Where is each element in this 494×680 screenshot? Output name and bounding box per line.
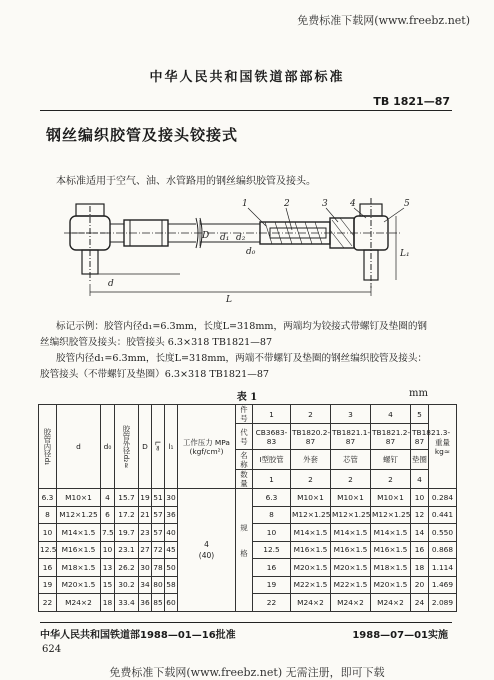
cell-c1: 6.3 xyxy=(253,489,291,507)
dim-d: d xyxy=(108,279,114,289)
part-no-3: 3 xyxy=(331,405,371,424)
cell-pressure xyxy=(178,489,236,612)
hdr-work-pressure: 工作压力 MPa (kgf/cm²) xyxy=(178,405,236,489)
spec-table xyxy=(38,404,457,612)
approval-text: 中华人民共和国铁道部1988—01—16批准 xyxy=(40,630,236,641)
cell-d2: 17.2 xyxy=(115,506,139,524)
cell-c1: 10 xyxy=(253,524,291,542)
cell-L: 72 xyxy=(152,541,165,559)
cell-c1: 8 xyxy=(253,506,291,524)
cell-c4: M10×1 xyxy=(371,489,411,507)
cell-d0: 7.5 xyxy=(101,524,115,542)
part-no-4: 4 xyxy=(371,405,411,424)
callout-5: 5 xyxy=(404,199,410,209)
cell-L: 85 xyxy=(152,594,165,612)
code-5: TB1821.3-87 xyxy=(411,424,429,450)
name-2: 外套 xyxy=(291,450,331,470)
cell-d: M12×1.25 xyxy=(57,506,101,524)
cell-L: 57 xyxy=(152,524,165,542)
dim-L1: L₁ xyxy=(400,249,410,259)
cell-c3: M12×1.25 xyxy=(331,506,371,524)
cell-D: 30 xyxy=(139,559,152,577)
table-row xyxy=(39,489,457,507)
assembly-drawing xyxy=(60,196,460,316)
cell-d0: 10 xyxy=(101,541,115,559)
cell-c3: M10×1 xyxy=(331,489,371,507)
cell-d2: 26.2 xyxy=(115,559,139,577)
cell-c5: 24 xyxy=(411,594,429,612)
hdr-D: D xyxy=(139,405,152,489)
cell-spec-label: 规格 xyxy=(236,489,253,612)
cell-D: 27 xyxy=(139,541,152,559)
cell-c4: M20×1.5 xyxy=(371,576,411,594)
cell-d1: 16 xyxy=(39,559,57,577)
hdr-code: 代号 xyxy=(236,424,253,450)
cell-c2: M20×1.5 xyxy=(291,559,331,577)
cell-d: M14×1.5 xyxy=(57,524,101,542)
hdr-weight: 重量 kg≈ xyxy=(429,405,457,489)
cell-c3: M24×2 xyxy=(331,594,371,612)
hdr-qty: 数量 xyxy=(236,470,253,489)
cell-c5: 10 xyxy=(411,489,429,507)
cell-d: M18×1.5 xyxy=(57,559,101,577)
standard-number: TB 1821—87 xyxy=(373,95,450,108)
cell-c5: 14 xyxy=(411,524,429,542)
cell-c2: M14×1.5 xyxy=(291,524,331,542)
cell-c1: 19 xyxy=(253,576,291,594)
cell-c3: M22×1.5 xyxy=(331,576,371,594)
dim-d0: d₀ xyxy=(246,247,256,257)
cell-d0: 6 xyxy=(101,506,115,524)
cell-c4: M18×1.5 xyxy=(371,559,411,577)
cell-l1: 40 xyxy=(165,524,178,542)
cell-L: 51 xyxy=(152,489,165,507)
code-2: TB1820.2-87 xyxy=(291,424,331,450)
site-header: 免费标准下载网(www.freebz.net) xyxy=(297,14,470,27)
cell-l1: 45 xyxy=(165,541,178,559)
hdr-d0: d₀ xyxy=(101,405,115,489)
scope-text: 本标准适用于空气、油、水管路用的钢丝编织胶管及接头。 xyxy=(56,176,316,187)
qty-3: 2 xyxy=(331,470,371,489)
name-5: 垫圈 xyxy=(411,450,429,470)
cell-d1: 6.3 xyxy=(39,489,57,507)
cell-d: M10×1 xyxy=(57,489,101,507)
name-1: I型胶管 xyxy=(253,450,291,470)
table-unit: mm xyxy=(409,388,428,399)
example-line-2: 丝编织胶管及接头：胶管接头 6.3×318 TB1821—87 xyxy=(40,337,273,348)
cell-c4: M24×2 xyxy=(371,594,411,612)
cell-d1: 12.5 xyxy=(39,541,57,559)
cell-d0: 18 xyxy=(101,594,115,612)
dim-L: L xyxy=(226,295,232,305)
qty-4: 2 xyxy=(371,470,411,489)
cell-d2: 23.1 xyxy=(115,541,139,559)
cell-L: 80 xyxy=(152,576,165,594)
cell-c2: M16×1.5 xyxy=(291,541,331,559)
cell-D: 21 xyxy=(139,506,152,524)
hdr-l1: l₁ xyxy=(165,405,178,489)
cell-weight: 1.469 xyxy=(429,576,457,594)
name-4: 螺钉 xyxy=(371,450,411,470)
hdr-part-no: 件号 xyxy=(236,405,253,424)
cell-weight: 2.089 xyxy=(429,594,457,612)
cell-D: 23 xyxy=(139,524,152,542)
cell-c2: M10×1 xyxy=(291,489,331,507)
cell-c5: 20 xyxy=(411,576,429,594)
name-3: 芯管 xyxy=(331,450,371,470)
qty-1: 1 xyxy=(253,470,291,489)
cell-D: 34 xyxy=(139,576,152,594)
example-line-3: 胶管内径d₁=6.3mm，长度L=318mm，两端不带螺钉及垫圈的钢丝编织胶管及接头： xyxy=(56,353,428,364)
cell-c4: M14×1.5 xyxy=(371,524,411,542)
cell-c3: M14×1.5 xyxy=(331,524,371,542)
example-line-1: 标记示例：胶管内径d₁=6.3mm，长度L=318mm，两端均为铰接式带螺钉及垫圈的钢 xyxy=(56,321,428,332)
cell-D: 19 xyxy=(139,489,152,507)
cell-l1: 50 xyxy=(165,559,178,577)
dim-D: D xyxy=(202,231,210,241)
cell-l1: 36 xyxy=(165,506,178,524)
document-title: 钢丝编织胶管及接头铰接式 xyxy=(46,126,239,144)
cell-c2: M24×2 xyxy=(291,594,331,612)
cell-d: M16×1.5 xyxy=(57,541,101,559)
callout-1: 1 xyxy=(242,199,248,209)
cell-l1: 58 xyxy=(165,576,178,594)
cell-c1: 12.5 xyxy=(253,541,291,559)
callout-4: 4 xyxy=(350,199,356,209)
hdr-outer-dia: 胶管外径d₂≈ xyxy=(115,405,139,489)
cell-l1: 60 xyxy=(165,594,178,612)
cell-c3: M16×1.5 xyxy=(331,541,371,559)
cell-c3: M20×1.5 xyxy=(331,559,371,577)
cell-d: M24×2 xyxy=(57,594,101,612)
cell-c4: M16×1.5 xyxy=(371,541,411,559)
part-no-5: 5 xyxy=(411,405,429,424)
organization-title: 中华人民共和国铁道部部标准 xyxy=(149,70,345,85)
code-4: TB1821.2-87 xyxy=(371,424,411,450)
cell-c5: 16 xyxy=(411,541,429,559)
pressure-value: 4 xyxy=(204,539,209,549)
cell-L: 57 xyxy=(152,506,165,524)
cell-l1: 30 xyxy=(165,489,178,507)
callout-3: 3 xyxy=(322,199,328,209)
cell-d1: 8 xyxy=(39,506,57,524)
cell-d1: 22 xyxy=(39,594,57,612)
cell-d0: 15 xyxy=(101,576,115,594)
implementation-date: 1988—07—01实施 xyxy=(352,630,448,641)
cell-c4: M12×1.25 xyxy=(371,506,411,524)
cell-c1: 16 xyxy=(253,559,291,577)
part-no-1: 1 xyxy=(253,405,291,424)
cell-D: 36 xyxy=(139,594,152,612)
table-caption: 表 1 xyxy=(236,392,258,403)
cell-c2: M22×1.5 xyxy=(291,576,331,594)
cell-c2: M12×1.25 xyxy=(291,506,331,524)
cell-d2: 30.2 xyxy=(115,576,139,594)
callout-2: 2 xyxy=(284,199,290,209)
cell-d0: 4 xyxy=(101,489,115,507)
example-line-4: 胶管接头（不带螺钉及垫圈）6.3×318 TB1821—87 xyxy=(40,369,270,380)
dim-d1: d₁ xyxy=(220,233,230,243)
cell-weight: 0.441 xyxy=(429,506,457,524)
cell-d2: 15.7 xyxy=(115,489,139,507)
cell-weight: 0.868 xyxy=(429,541,457,559)
qty-5: 4 xyxy=(411,470,429,489)
bottom-rule xyxy=(40,622,452,623)
cell-weight: 0.284 xyxy=(429,489,457,507)
cell-weight: 1.114 xyxy=(429,559,457,577)
cell-d1: 19 xyxy=(39,576,57,594)
hdr-d: d xyxy=(57,405,101,489)
hdr-inner-dia: 胶管内径d₁ xyxy=(39,405,57,489)
hdr-name: 名称 xyxy=(236,450,253,470)
cell-d2: 33.4 xyxy=(115,594,139,612)
part-no-2: 2 xyxy=(291,405,331,424)
cell-c5: 18 xyxy=(411,559,429,577)
cell-d0: 13 xyxy=(101,559,115,577)
cell-d: M20×1.5 xyxy=(57,576,101,594)
code-1: CB3683-83 xyxy=(253,424,291,450)
qty-2: 2 xyxy=(291,470,331,489)
hdr-L: L≈ xyxy=(152,405,165,489)
code-3: TB1821.1-87 xyxy=(331,424,371,450)
cell-L: 78 xyxy=(152,559,165,577)
cell-c5: 12 xyxy=(411,506,429,524)
dim-d2: d₂ xyxy=(236,233,246,243)
cell-d2: 19.7 xyxy=(115,524,139,542)
site-footer: 免费标准下载网(www.freebz.net) 无需注册，即可下载 xyxy=(109,666,385,679)
top-rule xyxy=(40,110,452,111)
cell-c1: 22 xyxy=(253,594,291,612)
page-number: 624 xyxy=(42,644,62,655)
pressure-kgf: (40) xyxy=(198,550,215,560)
cell-d1: 10 xyxy=(39,524,57,542)
cell-weight: 0.550 xyxy=(429,524,457,542)
